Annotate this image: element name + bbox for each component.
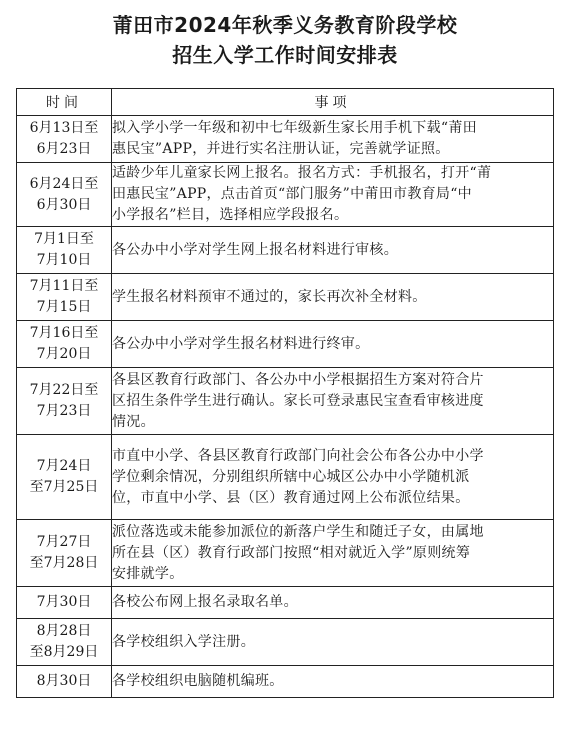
table-row bbox=[17, 274, 554, 321]
time-text: 7月30日 bbox=[36, 594, 92, 610]
time-text: 至7月28日 bbox=[29, 555, 99, 571]
time-cell bbox=[17, 163, 112, 227]
item-text: 位，市直中小学、县（区）教育通过网上公布派位结果。 bbox=[112, 489, 470, 506]
item-text: 各学校组织入学注册。 bbox=[112, 633, 255, 650]
item-text: 各公办中小学对学生报名材料进行终审。 bbox=[112, 335, 370, 352]
time-text: 7月27日 bbox=[36, 534, 92, 550]
time-cell bbox=[17, 666, 112, 698]
time-text: 7月15日 bbox=[36, 299, 92, 315]
item-cell bbox=[112, 368, 554, 435]
time-text: 至8月29日 bbox=[29, 644, 99, 660]
time-text: 7月16日至 bbox=[29, 325, 99, 341]
time-cell bbox=[17, 435, 112, 520]
time-text: 7月10日 bbox=[36, 252, 92, 268]
time-cell bbox=[17, 321, 112, 368]
header-time: 时间 bbox=[17, 89, 112, 116]
time-text: 7月23日 bbox=[36, 403, 92, 419]
time-text: 7月20日 bbox=[36, 346, 92, 362]
item-text: 拟入学小学一年级和初中七年级新生家长用手机下载“莆田 bbox=[112, 120, 477, 136]
item-cell bbox=[112, 116, 554, 163]
title-line-1: 莆田市2024年秋季义务教育阶段学校 bbox=[112, 13, 458, 37]
table-row bbox=[17, 227, 554, 274]
time-text: 7月1日至 bbox=[34, 231, 94, 247]
table-row bbox=[17, 368, 554, 435]
table-row bbox=[17, 587, 554, 619]
table-row bbox=[17, 321, 554, 368]
time-text: 8月28日 bbox=[36, 623, 92, 639]
time-cell bbox=[17, 619, 112, 666]
item-text: 田惠民宝”APP，点击首页“部门服务”中莆田市教育局“中 bbox=[112, 186, 472, 202]
item-text: 情况。 bbox=[112, 413, 155, 430]
item-cell bbox=[112, 619, 554, 666]
item-text: 所在县（区）教育行政部门按照“相对就近入学”原则统筹 bbox=[112, 544, 471, 561]
item-cell bbox=[112, 163, 554, 227]
table-row bbox=[17, 520, 554, 587]
time-cell bbox=[17, 368, 112, 435]
time-text: 7月24日 bbox=[36, 458, 92, 474]
title-line-2: 招生入学工作时间安排表 bbox=[172, 43, 398, 67]
time-text: 至7月25日 bbox=[29, 479, 99, 495]
time-cell bbox=[17, 116, 112, 163]
item-text: 学位剩余情况，分别组织所辖中心城区公办中小学随机派 bbox=[112, 468, 470, 485]
item-text: 学生报名材料预审不通过的，家长再次补全材料。 bbox=[112, 288, 427, 305]
item-text: 各公办中小学对学生网上报名材料进行审核。 bbox=[112, 241, 398, 258]
time-text: 6月23日 bbox=[36, 141, 92, 157]
item-cell bbox=[112, 666, 554, 698]
schedule-table bbox=[16, 88, 554, 698]
item-text: 区招生条件学生进行确认。家长可登录惠民宝查看审核进度 bbox=[112, 392, 484, 409]
table-row bbox=[17, 619, 554, 666]
header-row bbox=[17, 89, 554, 116]
table-row bbox=[17, 116, 554, 163]
time-text: 7月22日至 bbox=[29, 382, 99, 398]
item-cell bbox=[112, 587, 554, 619]
item-text: 各县区教育行政部门、各公办中小学根据招生方案对符合片 bbox=[112, 371, 484, 388]
time-cell bbox=[17, 274, 112, 321]
table-row bbox=[17, 435, 554, 520]
table-row bbox=[17, 666, 554, 698]
time-text: 6月30日 bbox=[36, 196, 92, 213]
time-text: 6月24日至 bbox=[29, 175, 99, 192]
item-cell bbox=[112, 435, 554, 520]
document-title bbox=[0, 10, 570, 70]
item-text: 市直中小学、各县区教育行政部门向社会公布各公办中小学 bbox=[112, 447, 484, 464]
time-cell bbox=[17, 587, 112, 619]
item-text: 各学校组织电脑随机编班。 bbox=[112, 673, 284, 689]
item-text: 小学报名”栏目，选择相应学段报名。 bbox=[112, 207, 349, 223]
time-cell bbox=[17, 520, 112, 587]
time-text: 7月11日至 bbox=[29, 278, 99, 294]
item-cell bbox=[112, 321, 554, 368]
time-cell bbox=[17, 227, 112, 274]
time-text: 8月30日 bbox=[36, 673, 92, 689]
time-text: 6月13日至 bbox=[29, 120, 99, 136]
item-cell bbox=[112, 520, 554, 587]
item-text: 安排就学。 bbox=[112, 565, 184, 582]
item-text: 派位落选或未能参加派位的新落户学生和随迁子女，由属地 bbox=[112, 523, 484, 540]
table-row bbox=[17, 163, 554, 227]
item-text: 惠民宝”APP，并进行实名注册认证，完善就学证照。 bbox=[112, 141, 450, 157]
schedule-body bbox=[17, 116, 554, 698]
item-cell bbox=[112, 274, 554, 321]
item-cell bbox=[112, 227, 554, 274]
header-item: 事项 bbox=[112, 89, 554, 116]
item-text: 适龄少年儿童家长网上报名。报名方式：手机报名，打开“莆 bbox=[112, 165, 492, 181]
item-text: 各校公布网上报名录取名单。 bbox=[112, 594, 298, 610]
